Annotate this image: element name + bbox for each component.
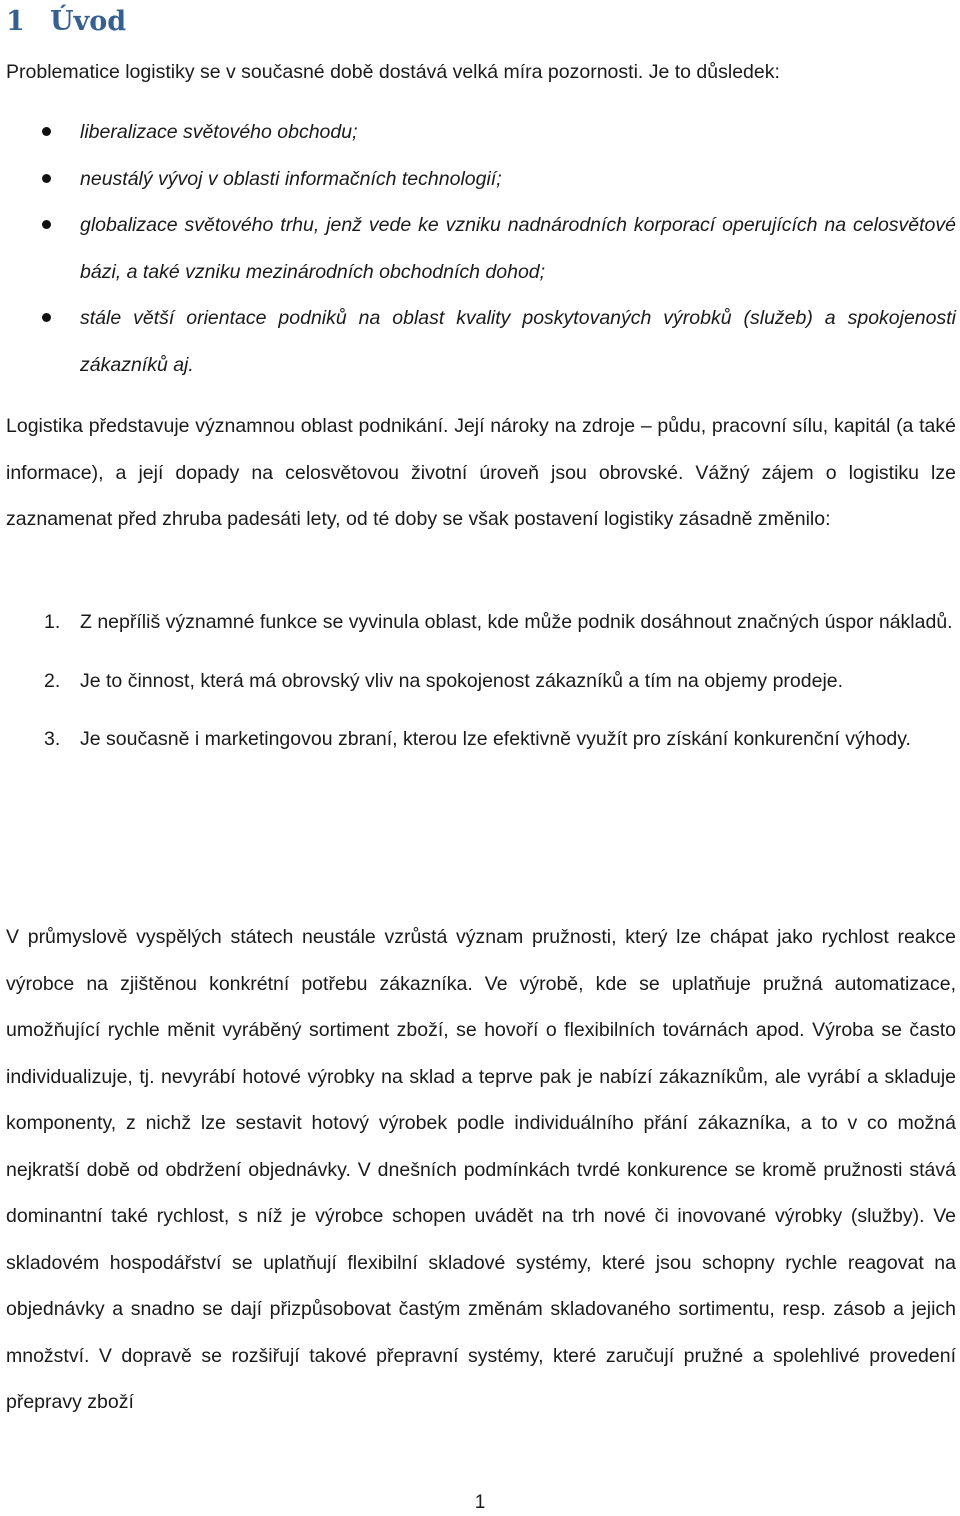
logistika-paragraph: Logistika představuje významnou oblast podnikání. Její nároky na zdroje – půdu, pracovní sílu, kapitál (a také informace), a její dopady na celosvětovou životní úroveň jsou obrovské. Vážný zájem o logistiku lze zaznamenat před zhruba padesáti lety, od té doby se však postavení logistiky zásadně změnilo: [6, 415, 956, 530]
numbered-item [6, 599, 956, 646]
bullet-list [6, 109, 956, 388]
bullet-item [6, 202, 956, 295]
bullet-icon [42, 313, 51, 322]
bullet-text: neustálý vývoj v oblasti informačních technologií; [80, 167, 502, 190]
chapter-title: Úvod [50, 6, 127, 37]
item-text: Z nepříliš významné funkce se vyvinula oblast, kde může podnik dosáhnout značných úspor nákladů. [80, 611, 953, 633]
bullet-item [6, 295, 956, 388]
bullet-icon [42, 220, 51, 229]
chapter-number: 1 [6, 6, 25, 37]
bullet-text: globalizace světového trhu, jenž vede ke vzniku nadnárodních korporací operujících na celosvětové bázi, a také vzniku mezinárodních obchodních dohod; [80, 214, 956, 283]
item-text: Je současně i marketingovou zbraní, kterou lze efektivně využít pro získání konkurenční výhody. [80, 728, 911, 750]
item-number: 2. [44, 669, 61, 692]
numbered-item [6, 658, 956, 705]
bullet-item [6, 156, 956, 203]
bullet-item [6, 109, 956, 156]
bullet-icon [42, 174, 51, 183]
intro-paragraph: Problematice logistiky se v současné době dostává velká míra pozornosti. Je to důsledek: [6, 61, 780, 83]
chapter-heading [6, 4, 126, 40]
item-number: 1. [44, 611, 61, 633]
item-text: Je to činnost, která má obrovský vliv na spokojenost zákazníků a tím na objemy prodeje. [80, 669, 844, 692]
item-number: 3. [44, 728, 61, 750]
bullet-text: stále větší orientace podniků na oblast kvality poskytovaných výrobků (služeb) a spokojenosti zákazníků aj. [80, 307, 956, 376]
bullet-icon [42, 127, 51, 136]
bullet-text: liberalizace světového obchodu; [80, 121, 358, 143]
numbered-list [6, 599, 956, 775]
numbered-item [6, 716, 956, 763]
pruznost-paragraph: V průmyslově vyspělých státech neustále vzrůstá význam pružnosti, který lze chápat jako rychlost reakce výrobce na zjištěnou konkrétní potřebu zákazníka. Ve výrobě, kde se uplatňuje pružná automatizace, umožňující rychle měnit vyráběný sortiment zboží, se hovoří o flexibilních továrnách apod. Výroba se často individualizuje, tj. nevyrábí hotové výrobky na sklad a teprve pak je nabízí zákazníkům, ale vyrábí a skladuje komponenty, z nichž lze sestavit hotový výrobek podle individuálního přání zákazníka, a to v co možná nejkratší době od obdržení objednávky. V dnešních podmínkách tvrdé konkurence se kromě pružnosti stává dominantní také rychlost, s níž je výrobce schopen uvádět na trh nové či inovované výrobky (služby). Ve skladovém hospodářství se uplatňují flexibilní skladové systémy, které jsou schopny rychle reagovat na objednávky a snadno se dají přizpůsobovat častým změnám skladovaného sortimentu, resp. zásob a jejich množství. V dopravě se rozšiřují takové přepravní systémy, které zaručují pružné a spolehlivé provedení přepravy zboží [6, 926, 956, 1413]
page-number: 1 [474, 1492, 486, 1513]
